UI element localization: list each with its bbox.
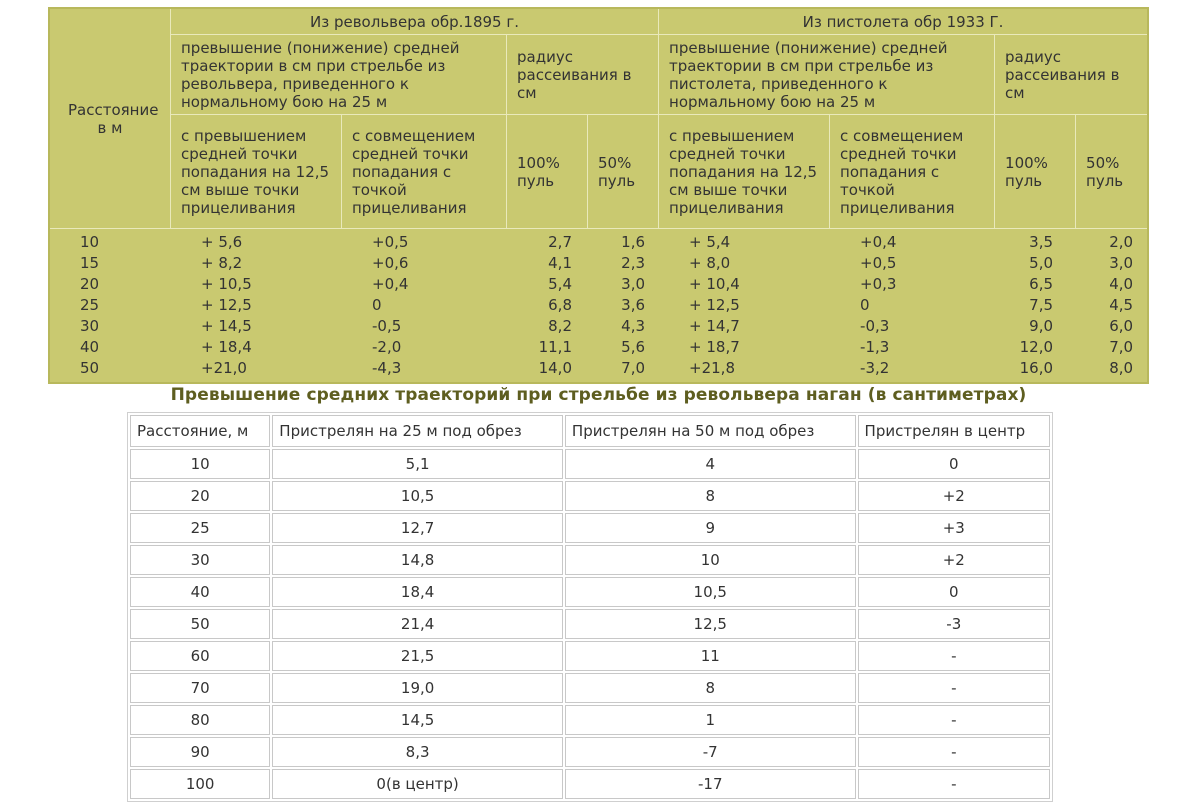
table-caption: Превышение средних траекторий при стрельбе из револьвера наган (в сантиметрах): [170, 385, 1027, 405]
table-cell: 11: [565, 641, 856, 671]
value-cell: + 8,2: [201, 254, 243, 272]
table-cell: -: [858, 673, 1050, 703]
value-cell: 7,0: [1109, 338, 1134, 356]
value-cell: -1,3: [860, 338, 890, 356]
table-cell: 0: [858, 449, 1050, 479]
table-row: [130, 673, 1050, 703]
value-cell: 4,3: [621, 317, 646, 335]
table-row: [130, 609, 1050, 639]
value-cell: +0,4: [860, 233, 897, 251]
value-cell: 2,7: [548, 233, 572, 251]
pistol-sub-coincide-header: с совмещением средней точки попадания с точкой прицеливания: [830, 115, 995, 229]
table-cell: 20: [130, 481, 270, 511]
value-cell: 7,0: [621, 359, 646, 377]
table-cell: 80: [130, 705, 270, 735]
value-cell: 6,8: [548, 296, 572, 314]
value-cell: 3,0: [621, 275, 646, 293]
value-cell: 8,0: [1109, 359, 1134, 377]
table-cell: 12,7: [272, 513, 563, 543]
revolver-50-header: 50% пуль: [588, 115, 659, 229]
table-cell: 5,1: [272, 449, 563, 479]
value-cell: 2,0: [1109, 233, 1134, 251]
table-cell: 10: [565, 545, 856, 575]
value-cell: +0,3: [860, 275, 897, 293]
value-cell: 10: [80, 233, 100, 251]
value-cell: -0,5: [372, 317, 402, 335]
table-cell: 8: [565, 673, 856, 703]
table-cell: -17: [565, 769, 856, 799]
revolver-100-header: 100% пуль: [507, 115, 588, 229]
value-cell: + 10,4: [689, 275, 740, 293]
table-row: [130, 481, 1050, 511]
trajectory-table-1895-1933: [48, 7, 1149, 384]
value-cell: -3,2: [860, 359, 890, 377]
pistol-r50-column: [1076, 229, 1147, 382]
table-cell: -: [858, 737, 1050, 767]
value-cell: 5,6: [621, 338, 646, 356]
value-cell: 14,0: [538, 359, 572, 377]
value-cell: 11,1: [538, 338, 572, 356]
table-cell: 50: [130, 609, 270, 639]
pistol-r100-column: [995, 229, 1076, 382]
table-cell: 10,5: [565, 577, 856, 607]
table-cell: 9: [565, 513, 856, 543]
value-cell: -4,3: [372, 359, 402, 377]
value-cell: 4,0: [1109, 275, 1134, 293]
table-row: [130, 705, 1050, 735]
value-cell: 4,5: [1109, 296, 1134, 314]
table-cell: 1: [565, 705, 856, 735]
value-cell: 8,2: [548, 317, 572, 335]
table-row: [130, 449, 1050, 479]
revolver-coincide-column: [342, 229, 507, 382]
table-cell: 40: [130, 577, 270, 607]
table-cell: 8: [565, 481, 856, 511]
value-cell: 40: [80, 338, 100, 356]
value-cell: + 18,4: [201, 338, 252, 356]
table-cell: -: [858, 705, 1050, 735]
value-cell: 9,0: [1029, 317, 1054, 335]
table-row: [130, 545, 1050, 575]
table-cell: 60: [130, 641, 270, 671]
table-cell: 70: [130, 673, 270, 703]
revolver-excess-header: превышение (понижение) средней траектории в см при стрельбе из револьвера, приведенного к нормальному бою на 25 м: [171, 35, 507, 115]
table-cell: 21,4: [272, 609, 563, 639]
value-cell: 3,0: [1109, 254, 1134, 272]
pistol-sub-excess-header: с превышением средней точки попадания на 12,5 см выше точки прицеливания: [659, 115, 830, 229]
value-cell: 4,1: [548, 254, 572, 272]
pistol-header: Из пистолета обр 1933 Г.: [659, 9, 1147, 35]
pistol-coincide-column: [830, 229, 995, 382]
table-cell: +3: [858, 513, 1050, 543]
value-cell: 0: [372, 296, 382, 314]
revolver-sub-coincide-header: с совмещением средней точки попадания с точкой прицеливания: [342, 115, 507, 229]
value-cell: + 5,4: [689, 233, 731, 251]
value-cell: +0,5: [860, 254, 897, 272]
table-row: [130, 641, 1050, 671]
distance-header: Расстояние в м: [50, 9, 171, 229]
table-row: [130, 577, 1050, 607]
value-cell: + 18,7: [689, 338, 740, 356]
pistol-excess-column: [659, 229, 830, 382]
table-cell: 21,5: [272, 641, 563, 671]
value-cell: +21,0: [201, 359, 247, 377]
table-cell: -3: [858, 609, 1050, 639]
nagan-trajectory-table: [127, 412, 1053, 802]
value-cell: +0,4: [372, 275, 409, 293]
value-cell: 2,3: [621, 254, 646, 272]
revolver-header: Из револьвера обр.1895 г.: [171, 9, 659, 35]
table-cell: 25: [130, 513, 270, 543]
table-cell: 30: [130, 545, 270, 575]
revolver-excess-column: [171, 229, 342, 382]
table-cell: 19,0: [272, 673, 563, 703]
table-cell: 10: [130, 449, 270, 479]
value-cell: + 14,7: [689, 317, 740, 335]
table-row: [130, 737, 1050, 767]
table-body: [130, 449, 1050, 799]
table-cell: 14,5: [272, 705, 563, 735]
value-cell: 50: [80, 359, 100, 377]
table-cell: 100: [130, 769, 270, 799]
value-cell: 6,0: [1109, 317, 1134, 335]
value-cell: +0,6: [372, 254, 409, 272]
value-cell: + 5,6: [201, 233, 243, 251]
value-cell: 5,4: [548, 275, 572, 293]
revolver-radius-header: радиус рассеивания в см: [507, 35, 659, 115]
value-cell: 3,6: [621, 296, 646, 314]
value-cell: -2,0: [372, 338, 402, 356]
revolver-r100-column: [507, 229, 588, 382]
value-cell: + 10,5: [201, 275, 252, 293]
value-cell: 25: [80, 296, 100, 314]
col-header-25m: Пристрелян на 25 м под обрез: [272, 415, 563, 447]
table-cell: 0: [858, 577, 1050, 607]
value-cell: 12,0: [1019, 338, 1054, 356]
table-cell: 12,5: [565, 609, 856, 639]
value-cell: + 12,5: [689, 296, 740, 314]
table-cell: -: [858, 769, 1050, 799]
value-cell: 16,0: [1019, 359, 1054, 377]
table-row: [130, 513, 1050, 543]
value-cell: 20: [80, 275, 100, 293]
pistol-100-header: 100% пуль: [995, 115, 1076, 229]
table-cell: +2: [858, 545, 1050, 575]
table-cell: -: [858, 641, 1050, 671]
dist-column: [50, 229, 171, 382]
value-cell: 3,5: [1029, 233, 1054, 251]
value-cell: 1,6: [621, 233, 646, 251]
table-cell: -7: [565, 737, 856, 767]
value-cell: -0,3: [860, 317, 890, 335]
value-cell: 0: [860, 296, 870, 314]
value-cell: + 8,0: [689, 254, 731, 272]
table-cell: 10,5: [272, 481, 563, 511]
revolver-sub-excess-header: с превышением средней точки попадания на 12,5 см выше точки прицеливания: [171, 115, 342, 229]
col-header-distance: Расстояние, м: [130, 415, 270, 447]
value-cell: +0,5: [372, 233, 409, 251]
table-cell: 4: [565, 449, 856, 479]
value-cell: + 14,5: [201, 317, 252, 335]
value-cell: 30: [80, 317, 100, 335]
table-cell: 14,8: [272, 545, 563, 575]
pistol-excess-header: превышение (понижение) средней траектории в см при стрельбе из пистолета, приведенного к нормальному бою на 25 м: [659, 35, 995, 115]
value-cell: +21,8: [689, 359, 735, 377]
value-cell: 5,0: [1029, 254, 1054, 272]
value-cell: 6,5: [1029, 275, 1054, 293]
table-cell: 0(в центр): [272, 769, 563, 799]
revolver-r50-column: [588, 229, 659, 382]
pistol-50-header: 50% пуль: [1076, 115, 1147, 229]
table-row: [130, 769, 1050, 799]
value-cell: 7,5: [1029, 296, 1054, 314]
table-cell: +2: [858, 481, 1050, 511]
table-cell: 18,4: [272, 577, 563, 607]
table-cell: 90: [130, 737, 270, 767]
table-cell: 8,3: [272, 737, 563, 767]
col-header-50m: Пристрелян на 50 м под обрез: [565, 415, 856, 447]
value-cell: 15: [80, 254, 100, 272]
pistol-radius-header: радиус рассеивания в см: [995, 35, 1147, 115]
col-header-center: Пристрелян в центр: [858, 415, 1050, 447]
value-cell: + 12,5: [201, 296, 252, 314]
